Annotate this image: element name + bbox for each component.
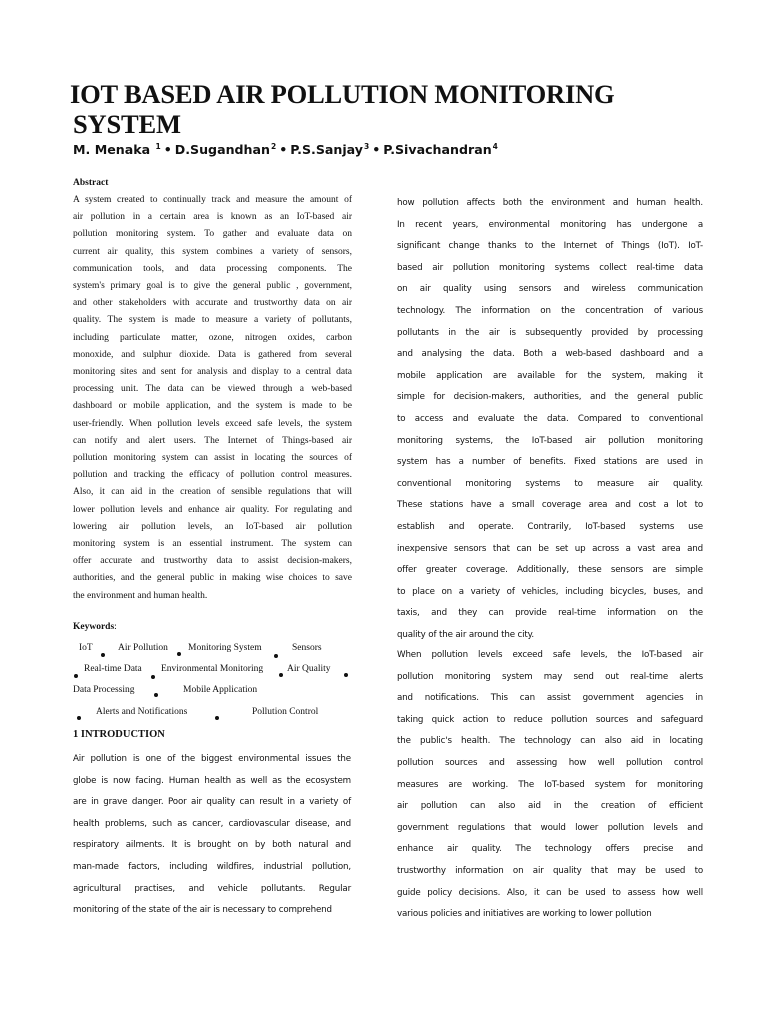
abstract-line: dashboard or mobile application, and the system is made to be bbox=[73, 401, 352, 412]
paragraph-line: These stations have a small coverage area and cost a lot to bbox=[397, 500, 703, 511]
abstract-line: pollution monitoring system. To gather and evaluate data on bbox=[73, 229, 352, 240]
author-2-affiliation: 2 bbox=[270, 142, 277, 151]
paragraph-line: When pollution levels exceed safe levels, the IoT-based air bbox=[397, 650, 703, 660]
keyword-bullet bbox=[177, 652, 181, 656]
paragraph-line: man-made factors, including wildfires, industrial pollution, bbox=[73, 861, 351, 872]
keyword-air-quality: Air Quality bbox=[287, 664, 331, 674]
paragraph-line: mobile application are available for the system, making it bbox=[397, 370, 703, 381]
paragraph-line: to access and evaluate the data. Compared to conventional bbox=[397, 413, 703, 424]
introduction-column-right-paragraph-2 bbox=[397, 645, 703, 926]
author-3: P.S.Sanjay bbox=[290, 142, 363, 157]
abstract-body bbox=[73, 192, 352, 605]
abstract-line: lowering air pollution levels, an IoT-based air pollution bbox=[73, 521, 352, 532]
keyword-bullet bbox=[344, 673, 348, 677]
keyword-monitoring-system: Monitoring System bbox=[188, 643, 262, 653]
keyword-bullet bbox=[77, 716, 81, 720]
paragraph-line: air pollution can also aid in the creation of efficient bbox=[397, 801, 703, 812]
keyword-environmental-monitoring: Environmental Monitoring bbox=[161, 664, 264, 674]
abstract-heading: Abstract bbox=[73, 178, 109, 188]
paragraph-line: how pollution affects both the environment and human health. bbox=[397, 198, 703, 208]
keyword-pollution-control: Pollution Control bbox=[252, 707, 319, 717]
abstract-line: processing unit. The data can be viewed through a web-based bbox=[73, 384, 352, 395]
keyword-bullet bbox=[101, 653, 105, 657]
abstract-line: quality. The system is made to measure a variety of pollutants, bbox=[73, 315, 352, 326]
keyword-sensors: Sensors bbox=[292, 643, 322, 653]
abstract-line: offer accurate and trustworthy data to assist decision-makers, bbox=[73, 556, 352, 567]
paragraph-line: quality of the air around the city. bbox=[397, 629, 535, 640]
paragraph-line: pollutants in the air is subsequently provided by processing bbox=[397, 327, 703, 338]
paragraph-line: establish and operate. Contrarily, IoT-based systems use bbox=[397, 521, 703, 532]
paragraph-line: and analysing the data. Both a web-based dashboard and a bbox=[397, 349, 703, 360]
author-1: M. Menaka bbox=[73, 142, 155, 157]
paragraph-line: health problems, such as cancer, cardiovascular disease, and bbox=[73, 818, 351, 829]
paragraph-line: pollution monitoring system may send out real-time alerts bbox=[397, 671, 703, 682]
keyword-data-processing: Data Processing bbox=[73, 685, 135, 695]
title-line-2: SYSTEM bbox=[73, 109, 181, 139]
abstract-line: Also, it can aid in the creation of sensible regulations that will bbox=[73, 487, 352, 498]
paragraph-line: government regulations that would lower pollution levels and bbox=[397, 822, 703, 833]
paragraph-line: system has a number of benefits. Fixed stations are used in bbox=[397, 457, 703, 468]
section-heading-introduction: 1 INTRODUCTION bbox=[73, 729, 165, 740]
abstract-line: the environment and human health. bbox=[73, 590, 208, 601]
keyword-alerts-and-notifications: Alerts and Notifications bbox=[96, 707, 188, 717]
abstract-line: monitoring system is an essential instrument. The system can bbox=[73, 539, 352, 550]
title-line-1: IOT BASED AIR POLLUTION MONITORING bbox=[70, 79, 615, 109]
author-3-affiliation: 3 bbox=[364, 142, 370, 151]
keyword-bullet bbox=[279, 673, 283, 677]
keyword-mobile-application: Mobile Application bbox=[183, 685, 258, 695]
abstract-line: system's primary goal is to give the general public , government, bbox=[73, 281, 352, 292]
abstract-line: communication tools, and data processing components. The bbox=[73, 263, 352, 274]
abstract-line: authorities, and the general public in making wise choices to save bbox=[73, 573, 352, 584]
paragraph-line: pollution sources and assessing how well pollution control bbox=[397, 757, 703, 768]
author-separator: • bbox=[372, 142, 381, 157]
paragraph-line: monitoring of the state of the air is necessary to comprehend bbox=[73, 905, 332, 916]
author-separator: • bbox=[163, 142, 172, 157]
abstract-line: pollution monitoring system can assist in locating the sources of bbox=[73, 453, 352, 464]
abstract-line: including particulate matter, ozone, nitrogen oxides, carbon bbox=[73, 332, 352, 343]
paper-title bbox=[70, 79, 710, 139]
paragraph-line: simple for decision-makers, authorities, and the general public bbox=[397, 392, 703, 403]
paragraph-line: taking quick action to reduce pollution sources and safeguard bbox=[397, 714, 703, 725]
paragraph-line: agricultural practises, and vehicle pollutants. Regular bbox=[73, 883, 351, 894]
paragraph-line: In recent years, environmental monitoring has undergone a bbox=[397, 219, 703, 230]
keyword-bullet bbox=[74, 674, 78, 678]
keyword-bullet bbox=[274, 654, 278, 658]
introduction-column-right-paragraph-1 bbox=[397, 193, 703, 646]
paragraph-line: on air quality using sensors and wireless communication bbox=[397, 284, 703, 295]
paragraph-line: guide policy decisions. Also, it can be used to assess how well bbox=[397, 887, 703, 898]
paragraph-line: trustworthy information on air quality that may be used to bbox=[397, 865, 703, 876]
abstract-line: can notify and alert users. The Internet of Things-based air bbox=[73, 435, 352, 446]
abstract-line: monoxide, and sulphur dioxide. Data is gathered from several bbox=[73, 349, 352, 360]
abstract-line: user-friendly. When pollution levels exceed safe levels, the system bbox=[73, 418, 352, 429]
author-separator: • bbox=[279, 142, 288, 157]
keywords-heading bbox=[73, 622, 117, 632]
author-1-affiliation: 1 bbox=[155, 142, 161, 151]
keyword-iot: IoT bbox=[79, 643, 93, 653]
keyword-bullet bbox=[151, 675, 155, 679]
paragraph-line: technology. The information on the concentration of various bbox=[397, 305, 703, 316]
paragraph-line: taxis, and they can provide real-time information on the bbox=[397, 608, 703, 619]
abstract-line: A system created to continually track and measure the amount of bbox=[73, 195, 352, 205]
keyword-real-time-data: Real-time Data bbox=[84, 664, 142, 674]
keywords-label: Keywords bbox=[73, 622, 115, 632]
author-4-affiliation: 4 bbox=[492, 142, 498, 151]
paragraph-line: the public's health. The technology can also aid in locating bbox=[397, 736, 703, 747]
keywords-colon: : bbox=[114, 622, 117, 632]
keyword-bullet bbox=[154, 693, 158, 697]
paragraph-line: conventional monitoring systems to measure air quality. bbox=[397, 478, 703, 489]
abstract-line: monitoring sites and sent for analysis and display to a central data bbox=[73, 367, 352, 378]
abstract-line: and other stakeholders with accurate and trustworthy data on air bbox=[73, 298, 352, 309]
abstract-line: current air quality, this system combines a variety of sensors, bbox=[73, 246, 352, 257]
author-4: P.Sivachandran bbox=[383, 142, 492, 157]
keyword-air-pollution: Air Pollution bbox=[118, 643, 168, 653]
paragraph-line: are in grave danger. Poor air quality can result in a variety of bbox=[73, 797, 351, 808]
paragraph-line: globe is now facing. Human health as well as the ecosystem bbox=[73, 775, 351, 786]
paragraph-line: inexpensive sensors that can be set up across a vast area and bbox=[397, 543, 703, 554]
paragraph-line: Air pollution is one of the biggest environmental issues the bbox=[73, 754, 351, 764]
introduction-column-left bbox=[73, 749, 351, 922]
paragraph-line: significant change thanks to the Internet of Things (IoT). IoT- bbox=[397, 241, 703, 252]
abstract-line: air pollution in a certain area is known as an IoT-based air bbox=[73, 212, 352, 223]
paragraph-line: monitoring systems, the IoT-based air pollution monitoring bbox=[397, 435, 703, 446]
paragraph-line: based air pollution monitoring systems collect real-time data bbox=[397, 262, 703, 273]
author-2: D.Sugandhan bbox=[174, 142, 270, 157]
abstract-line: lower pollution levels and enhance air quality. For regulating and bbox=[73, 504, 352, 515]
paragraph-line: respiratory ailments. It is brought on by both natural and bbox=[73, 840, 351, 851]
keyword-bullet bbox=[215, 716, 219, 720]
paragraph-line: to place on a variety of vehicles, including bicycles, buses, and bbox=[397, 586, 703, 597]
author-list bbox=[73, 142, 498, 157]
abstract-line: pollution and tracking the efficacy of pollution control measures. bbox=[73, 470, 352, 481]
paragraph-line: various policies and initiatives are working to lower pollution bbox=[397, 909, 652, 920]
paragraph-line: measures are working. The IoT-based system for monitoring bbox=[397, 779, 703, 790]
paragraph-line: and notifications. This can assist government agencies in bbox=[397, 693, 703, 704]
paragraph-line: enhance air quality. The technology offers precise and bbox=[397, 844, 703, 855]
paragraph-line: offer greater coverage. Additionally, these sensors are simple bbox=[397, 565, 703, 576]
